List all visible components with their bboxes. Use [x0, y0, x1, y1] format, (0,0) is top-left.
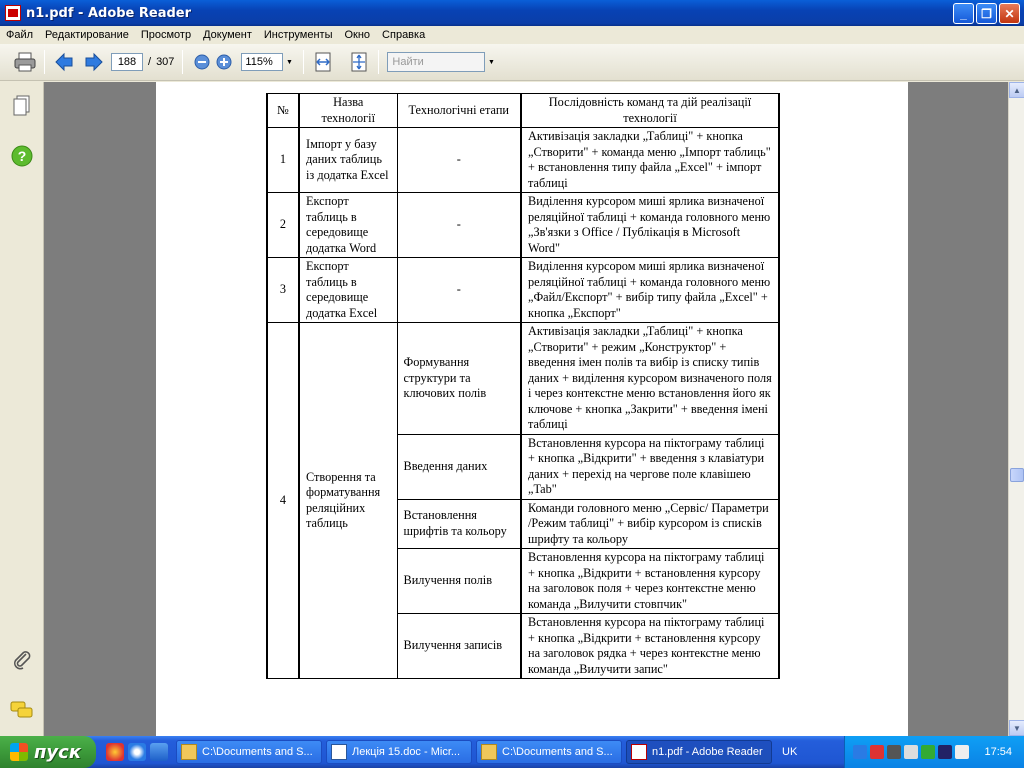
document-area: [44, 82, 1008, 736]
folder-icon: [481, 744, 497, 760]
next-page-icon[interactable]: [83, 51, 105, 73]
zoom-input[interactable]: 115%: [241, 53, 283, 71]
total-pages: 307: [156, 56, 175, 68]
menu-window[interactable]: Окно: [344, 29, 371, 41]
quick-launch: [106, 743, 168, 761]
row-number: 3: [267, 258, 299, 323]
row-technology-name: Експорт таблиць в середовище додатка Excel: [299, 258, 397, 323]
row-stage: Введення даних: [397, 434, 521, 499]
zoom-in-icon[interactable]: [213, 51, 235, 73]
internet-explorer-icon[interactable]: [128, 743, 146, 761]
volume-icon[interactable]: [904, 745, 918, 759]
pdf-page: [156, 82, 908, 736]
start-button[interactable]: [0, 736, 96, 768]
minimize-button[interactable]: _: [953, 3, 974, 24]
device-icon[interactable]: [887, 745, 901, 759]
print-icon[interactable]: [14, 51, 36, 73]
table-row: [267, 323, 779, 435]
svg-text:?: ?: [17, 148, 27, 164]
row-sequence: Встановлення курсора на піктограму таблиці + кнопка „Відкрити" + введення з клавіатури даних + перехід на чергове поле клавішею „Tab": [521, 434, 779, 499]
windows-logo-icon: [10, 743, 28, 761]
row-stage: Формування структури та ключових полів: [397, 323, 521, 435]
update-icon[interactable]: [921, 745, 935, 759]
page-separator: /: [148, 56, 152, 68]
scroll-up-arrow-icon[interactable]: ▲: [1009, 82, 1024, 98]
row-sequence: Встановлення курсора на піктограму таблиці + кнопка „Відкрити + встановлення курсору на заголовок поля + через контекстне меню команда „Вилучити стовпчик": [521, 549, 779, 614]
menu-help[interactable]: Справка: [382, 29, 426, 41]
window-title: n1.pdf - Adobe Reader: [26, 5, 192, 21]
scroll-down-arrow-icon[interactable]: ▼: [1009, 720, 1024, 736]
row-number: 4: [267, 323, 299, 679]
find-dropdown-arrow-icon[interactable]: ▼: [487, 58, 495, 66]
clock: 17:54: [984, 746, 1012, 758]
network-icon[interactable]: [853, 745, 867, 759]
header-technology-name: Назва технології: [299, 94, 397, 128]
taskbar: [0, 736, 1024, 768]
fit-width-icon[interactable]: [312, 51, 334, 73]
adobe-reader-icon: [631, 744, 647, 760]
fit-page-icon[interactable]: [348, 51, 370, 73]
zoom-out-icon[interactable]: [191, 51, 213, 73]
maximize-button[interactable]: ❐: [976, 3, 997, 24]
system-tray: [844, 736, 1024, 768]
row-stage: Вилучення полів: [397, 549, 521, 614]
navigation-panel: [0, 82, 44, 736]
row-technology-name: Експорт таблиць в середовище додатка Word: [299, 193, 397, 258]
display-icon[interactable]: [938, 745, 952, 759]
pages-icon[interactable]: [10, 94, 34, 118]
attachments-paperclip-icon[interactable]: [10, 648, 34, 672]
previous-page-icon[interactable]: [53, 51, 75, 73]
task-adobe-reader[interactable]: n1.pdf - Adobe Reader: [626, 740, 772, 764]
start-label: пуск: [34, 741, 82, 763]
menu-bar: [0, 26, 1024, 44]
adobe-reader-icon: [5, 5, 21, 21]
row-sequence: Активізація закладки „Таблиці" + кнопка „Створити" + режим „Конструктор" + введення імен полів та вибір із списку типів даних + виділення курсором визначеного поля і через контекстне меню встановлення його як ключове + кнопка „Закрити" + введення імені таблиці: [521, 323, 779, 435]
task-explorer-1[interactable]: C:\Documents and S...: [176, 740, 322, 764]
row-technology-name: Створення та форматування реляційних таблиць: [299, 323, 397, 679]
technology-table: [266, 93, 780, 679]
row-sequence: Команди головного меню „Сервіс/ Параметри /Режим таблиці" + вибір курсором із списків шрифту та кольору: [521, 499, 779, 549]
messenger-icon[interactable]: [955, 745, 969, 759]
menu-view[interactable]: Просмотр: [140, 29, 192, 41]
toolbar: [0, 44, 1024, 81]
row-sequence: Виділення курсором миші ярлика визначеної реляційної таблиці + команда головного меню „Зв'язки з Office / Публікація в Microsoft Word": [521, 193, 779, 258]
menu-tools[interactable]: Инструменты: [263, 29, 333, 41]
row-stage: Вилучення записів: [397, 614, 521, 679]
row-stage: Встановлення шрифтів та кольору: [397, 499, 521, 549]
row-sequence: Активізація закладки „Таблиці" + кнопка „Створити" + команда меню „Імпорт таблиць" + встановлення типу файла „Excel" + імпорт таблиці: [521, 128, 779, 193]
vertical-scrollbar[interactable]: [1008, 82, 1024, 736]
title-bar: [0, 0, 1024, 26]
media-player-icon[interactable]: [106, 743, 124, 761]
row-number: 1: [267, 128, 299, 193]
header-stages: Технологічні етапи: [397, 94, 521, 128]
menu-edit[interactable]: Редактирование: [45, 29, 129, 41]
row-sequence: Виділення курсором миші ярлика визначеної реляційної таблиці + команда головного меню „Файл/Експорт" + вибір типу файла „Excel" + кнопка „Експорт": [521, 258, 779, 323]
page-number-input[interactable]: 188: [111, 53, 143, 71]
scrollbar-thumb[interactable]: [1010, 468, 1024, 482]
zoom-dropdown-arrow-icon[interactable]: ▼: [285, 58, 293, 66]
comments-icon[interactable]: [10, 698, 34, 722]
find-input[interactable]: Найти: [387, 52, 485, 72]
task-word-document[interactable]: Лекція 15.doc - Micr...: [326, 740, 472, 764]
close-button[interactable]: ✕: [999, 3, 1020, 24]
row-stage: -: [397, 128, 521, 193]
menu-document[interactable]: Документ: [203, 29, 252, 41]
table-row: [267, 193, 779, 258]
row-stage: -: [397, 193, 521, 258]
menu-file[interactable]: Файл: [6, 29, 34, 41]
header-sequence: Послідовність команд та дій реалізації технології: [521, 94, 779, 128]
task-explorer-2[interactable]: C:\Documents and S...: [476, 740, 622, 764]
row-sequence: Встановлення курсора на піктограму таблиці + кнопка „Відкрити + встановлення курсору на заголовок рядка + через контекстне меню команда „Вилучити запис": [521, 614, 779, 679]
table-row: [267, 258, 779, 323]
word-icon: [331, 744, 347, 760]
table-row: [267, 128, 779, 193]
row-technology-name: Імпорт у базу даних таблиць із додатка Excel: [299, 128, 397, 193]
row-number: 2: [267, 193, 299, 258]
help-icon[interactable]: [10, 144, 34, 168]
folder-icon: [181, 744, 197, 760]
show-desktop-icon[interactable]: [150, 743, 168, 761]
header-number: №: [267, 94, 299, 128]
language-indicator[interactable]: UK: [782, 746, 798, 758]
antivirus-icon[interactable]: [870, 745, 884, 759]
row-stage: -: [397, 258, 521, 323]
